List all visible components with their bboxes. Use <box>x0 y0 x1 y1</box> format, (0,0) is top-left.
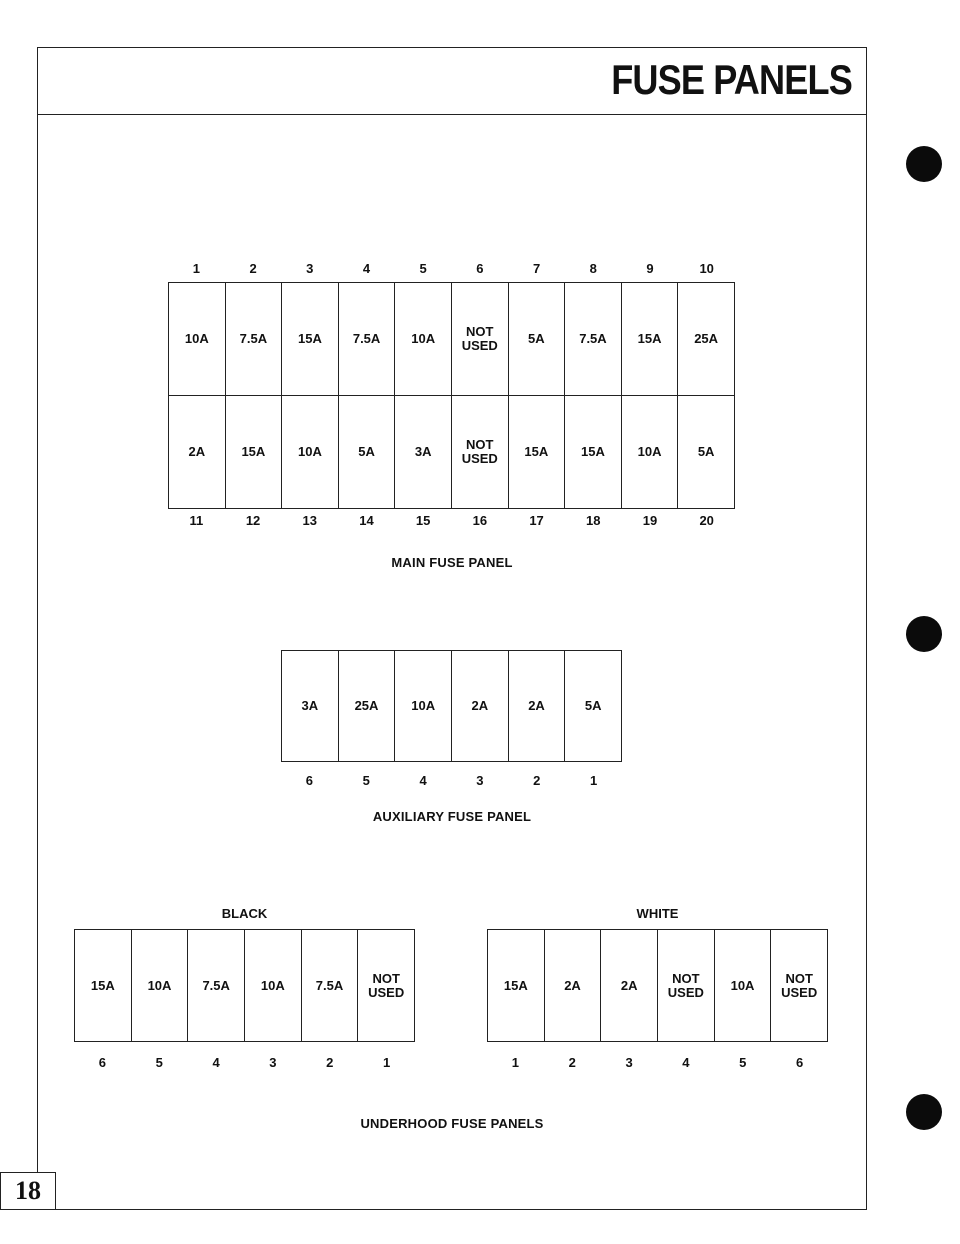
fuse-number: 2 <box>249 261 257 276</box>
binder-hole-icon <box>906 1094 942 1130</box>
fuse-cell: 5A <box>677 396 734 508</box>
fuse-cell: NOT USED <box>770 930 827 1041</box>
fuse-cell: 7.5A <box>301 930 358 1041</box>
fuse-number: 15 <box>415 513 431 528</box>
fuse-cell: 15A <box>621 283 678 395</box>
header-rule <box>37 114 867 115</box>
main-panel-top-numbers <box>168 261 735 276</box>
fuse-cell: 7.5A <box>338 283 395 395</box>
fuse-cell: 2A <box>544 930 601 1041</box>
fuse-number: 3 <box>306 261 314 276</box>
fuse-cell: 15A <box>281 283 338 395</box>
fuse-number: 4 <box>362 261 371 276</box>
fuse-number: 2 <box>326 1055 334 1070</box>
fuse-number: 18 <box>586 513 601 528</box>
fuse-number: 9 <box>646 261 654 276</box>
fuse-number: 20 <box>699 513 714 528</box>
white-fuse-panel <box>487 929 828 1042</box>
fuse-number: 6 <box>98 1055 107 1070</box>
fuse-cell: 15A <box>564 396 621 508</box>
underhood-caption: UNDERHOOD FUSE PANELS <box>360 1116 544 1131</box>
fuse-cell: 10A <box>131 930 188 1041</box>
fuse-number: 1 <box>511 1055 520 1070</box>
fuse-cell: NOT USED <box>451 396 508 508</box>
fuse-cell: 10A <box>714 930 771 1041</box>
fuse-cell: 5A <box>564 651 621 761</box>
fuse-cell: 7.5A <box>187 930 244 1041</box>
fuse-number: 4 <box>682 1055 690 1070</box>
fuse-number: 2 <box>568 1055 576 1070</box>
fuse-cell: 10A <box>281 396 338 508</box>
main-fuse-panel <box>168 282 735 509</box>
fuse-cell: 2A <box>188 444 206 459</box>
fuse-number: 2 <box>533 773 541 788</box>
fuse-number: 6 <box>305 773 314 788</box>
main-panel-bottom-numbers <box>168 513 735 528</box>
fuse-number: 5 <box>362 773 370 788</box>
main-panel-caption: MAIN FUSE PANEL <box>391 555 513 570</box>
fuse-cell: NOT USED <box>657 930 714 1041</box>
fuse-number: 6 <box>795 1055 804 1070</box>
fuse-number: 19 <box>642 513 658 528</box>
fuse-number: 5 <box>739 1055 747 1070</box>
fuse-cell: 3A <box>301 698 319 713</box>
fuse-number: 7 <box>532 261 541 276</box>
fuse-cell: 3A <box>394 396 451 508</box>
auxiliary-fuse-panel <box>281 650 622 762</box>
aux-panel-numbers <box>281 773 622 788</box>
fuse-cell: 25A <box>338 651 395 761</box>
fuse-cell: 7.5A <box>225 283 282 395</box>
fuse-cell: 10A <box>244 930 301 1041</box>
fuse-number: 11 <box>189 513 204 528</box>
fuse-number: 14 <box>359 513 374 528</box>
black-panel-label: BLACK <box>221 906 268 921</box>
fuse-cell: 10A <box>621 396 678 508</box>
fuse-cell: NOT USED <box>357 930 414 1041</box>
fuse-cell: 10A <box>184 331 209 346</box>
fuse-number: 4 <box>419 773 427 788</box>
fuse-cell: 5A <box>338 396 395 508</box>
fuse-cell: 10A <box>394 283 451 395</box>
fuse-cell: 25A <box>677 283 734 395</box>
binder-hole-icon <box>906 616 942 652</box>
fuse-cell: 15A <box>508 396 565 508</box>
fuse-cell: NOT USED <box>451 283 508 395</box>
fuse-cell: 2A <box>451 651 508 761</box>
fuse-cell: 2A <box>508 651 565 761</box>
fuse-number: 12 <box>245 513 261 528</box>
fuse-number: 1 <box>192 261 200 276</box>
fuse-cell: 2A <box>600 930 657 1041</box>
fuse-number: 5 <box>419 261 427 276</box>
fuse-cell: 10A <box>394 651 451 761</box>
fuse-number: 3 <box>476 773 484 788</box>
fuse-number: 4 <box>212 1055 220 1070</box>
main-panel-top-row <box>169 283 734 395</box>
fuse-cell: 15A <box>225 396 282 508</box>
fuse-number: 17 <box>529 513 544 528</box>
fuse-cell: 7.5A <box>564 283 621 395</box>
fuse-cell: 15A <box>503 977 528 993</box>
page-title: FUSE PANELS <box>611 56 852 103</box>
white-panel-numbers <box>487 1055 828 1070</box>
white-panel-label: WHITE <box>636 906 679 921</box>
fuse-number: 16 <box>472 513 488 528</box>
fuse-number: 13 <box>302 513 317 528</box>
fuse-number: 10 <box>699 261 714 276</box>
aux-panel-caption: AUXILIARY FUSE PANEL <box>372 809 532 824</box>
fuse-number: 3 <box>625 1055 633 1070</box>
fuse-number: 1 <box>589 773 598 788</box>
fuse-number: 5 <box>155 1055 163 1070</box>
binder-hole-icon <box>906 146 942 182</box>
fuse-cell: 15A <box>90 977 115 993</box>
fuse-number: 6 <box>476 261 484 276</box>
fuse-number: 8 <box>589 261 597 276</box>
fuse-number: 1 <box>382 1055 391 1070</box>
main-panel-bottom-row <box>169 395 734 508</box>
fuse-number: 3 <box>269 1055 277 1070</box>
black-panel-numbers <box>74 1055 415 1070</box>
page-number: 18 <box>0 1172 56 1210</box>
fuse-cell: 5A <box>508 283 565 395</box>
black-fuse-panel <box>74 929 415 1042</box>
